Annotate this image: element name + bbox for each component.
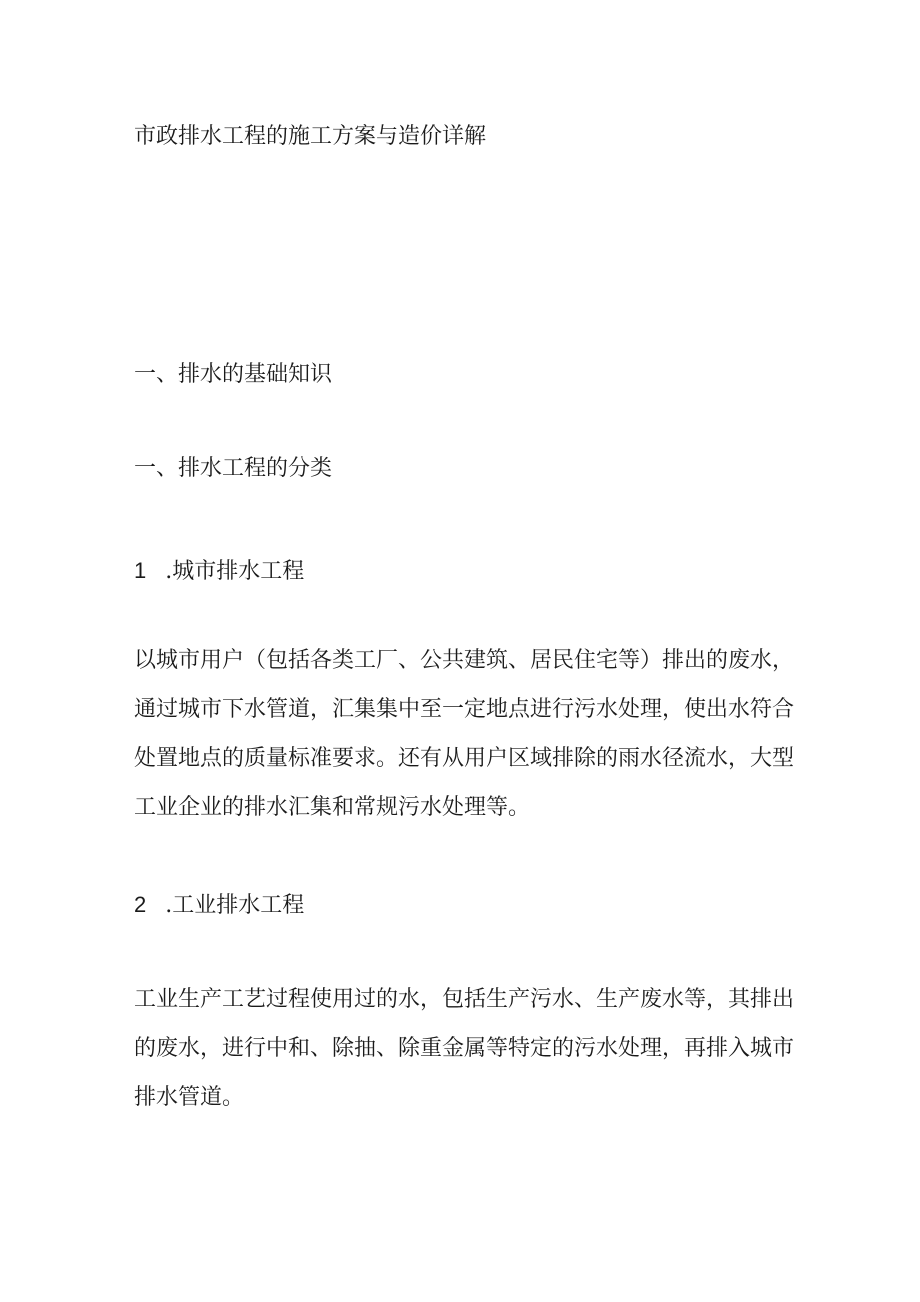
section-2-label: .工业排水工程: [165, 893, 305, 918]
heading-basic-knowledge: 一、排水的基础知识: [134, 362, 333, 387]
heading-classification: 一、排水工程的分类: [134, 456, 333, 481]
section-2-paragraph: [134, 975, 794, 1122]
section-2-line: 的废水，进行中和、除抽、除重金属等特定的污水处理，再排入城市: [134, 1036, 795, 1061]
document-title: 市政排水工程的施工方案与造价详解: [134, 124, 487, 149]
section-1-line: 以城市用户（包括各类工厂、公共建筑、居民住宅等）排出的废水，: [134, 648, 795, 673]
section-1-heading: [134, 556, 304, 587]
section-1-paragraph: [134, 636, 794, 832]
section-1-label: .城市排水工程: [165, 559, 305, 584]
section-1-line: 通过城市下水管道，汇集集中至一定地点进行污水处理，使出水符合: [134, 697, 795, 722]
section-2-line: 排水管道。: [134, 1085, 245, 1110]
section-1-number: 1: [134, 558, 147, 583]
section-2-number: 2: [134, 892, 147, 917]
section-2-line: 工业生产工艺过程使用过的水，包括生产污水、生产废水等，其排出: [134, 987, 795, 1012]
section-1-line: 工业企业的排水汇集和常规污水处理等。: [134, 795, 531, 820]
section-1-line: 处置地点的质量标准要求。还有从用户区域排除的雨水径流水，大型: [134, 746, 795, 771]
section-2-heading: [134, 890, 304, 921]
